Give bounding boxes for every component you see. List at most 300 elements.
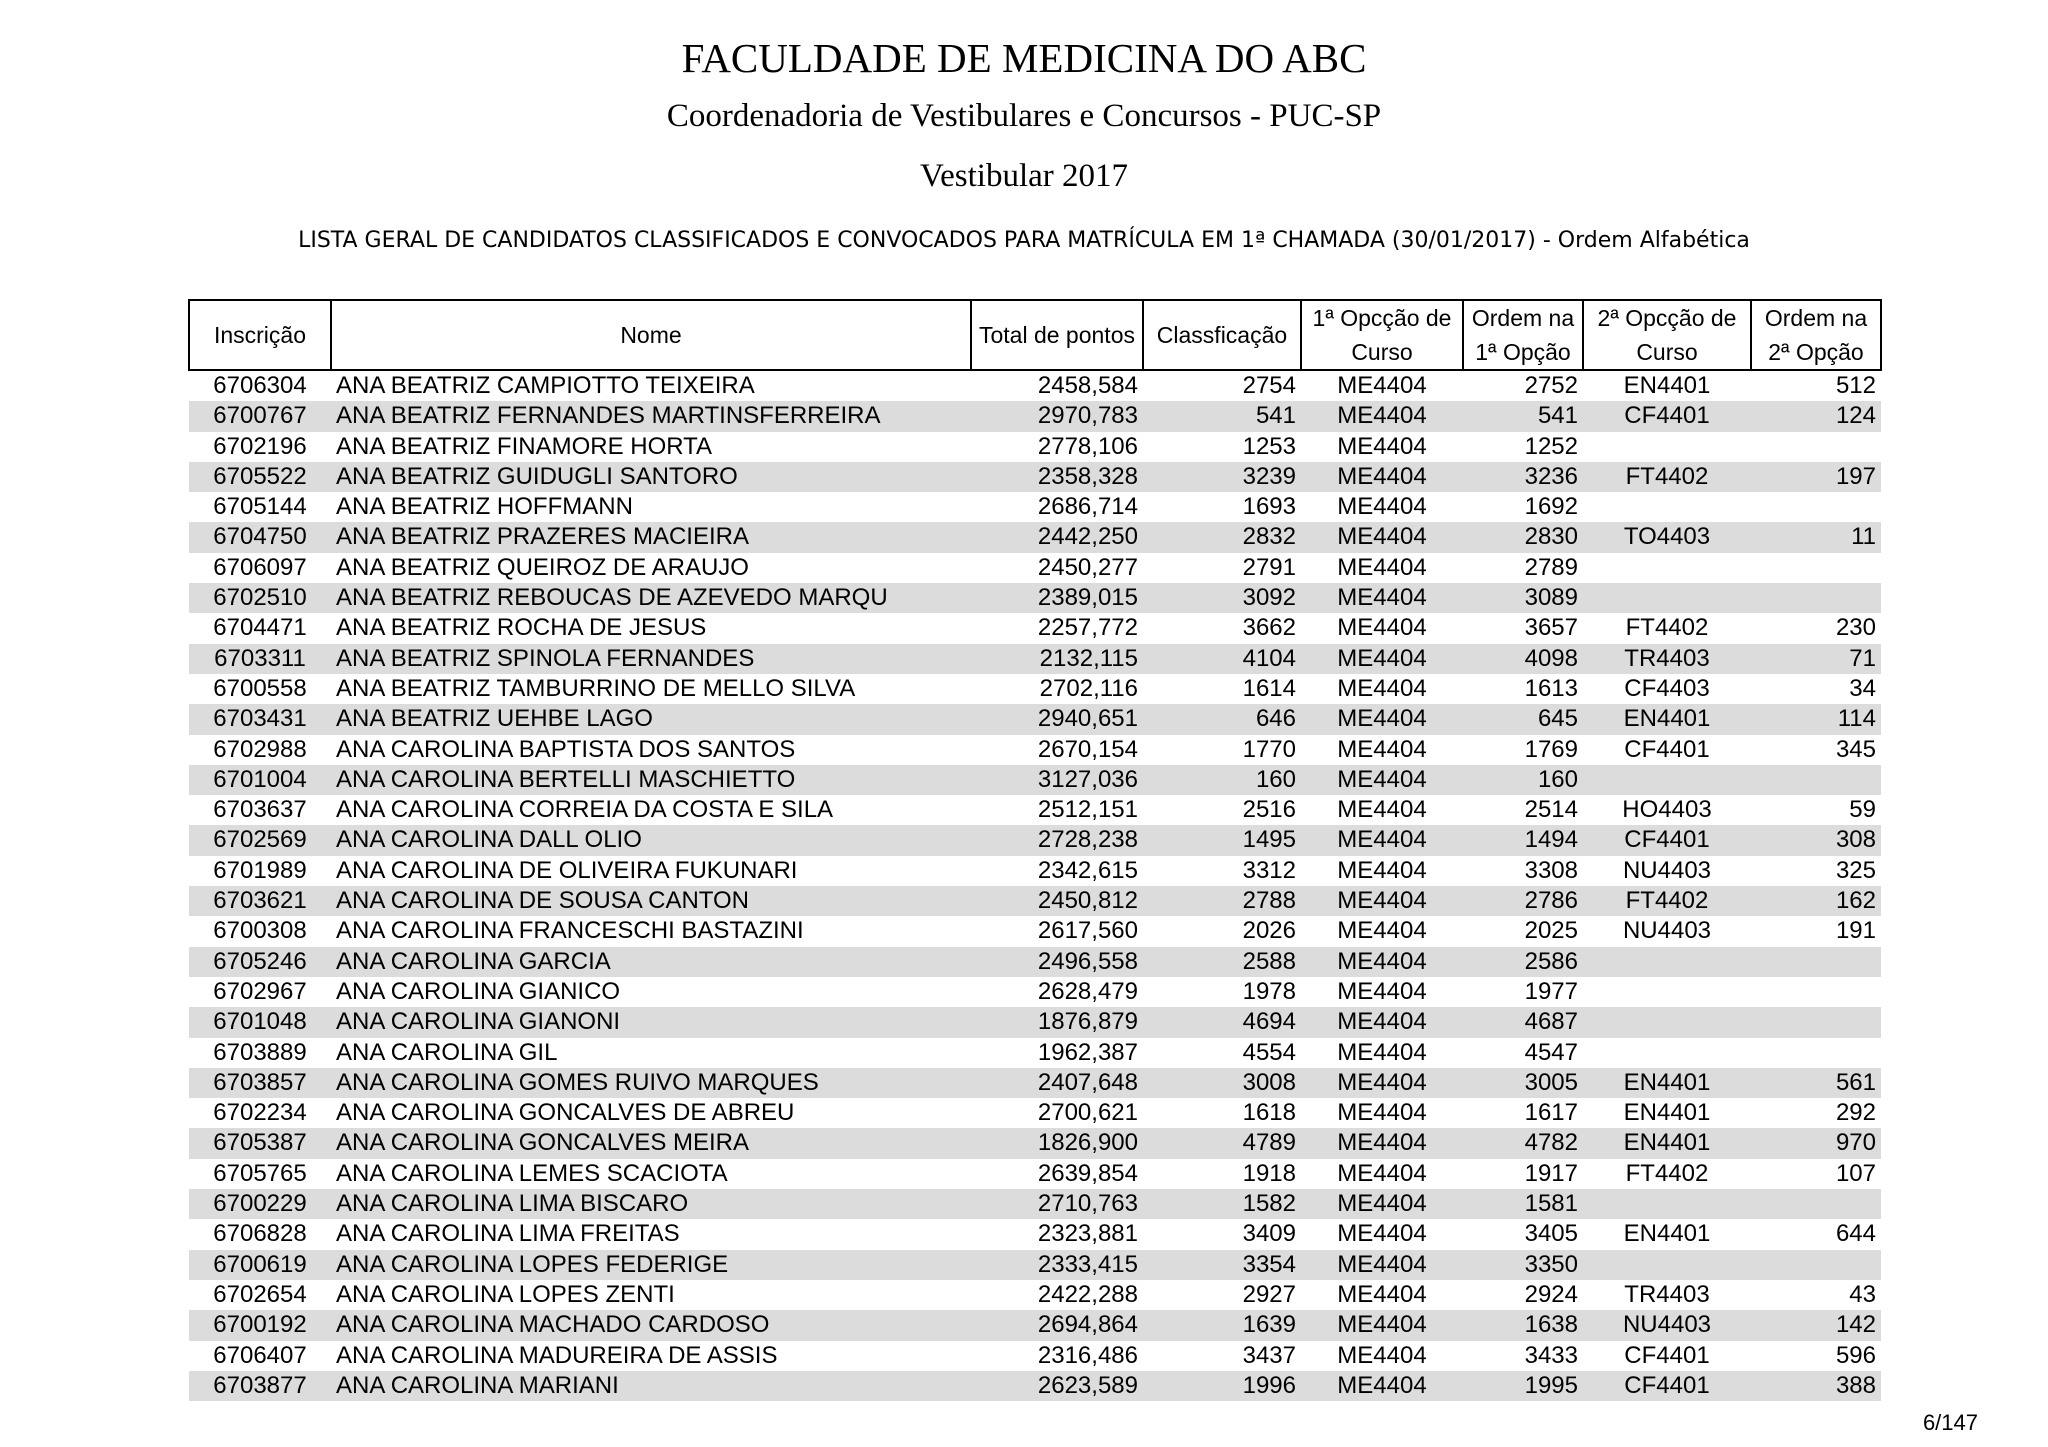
cell-total-pontos: 2639,854 <box>1037 1159 1138 1187</box>
cell-nome: ANA CAROLINA DE SOUSA CANTON <box>331 886 971 916</box>
cell-inscricao: 6702196 <box>213 432 307 460</box>
cell-opcao1: ME4404 <box>1301 462 1463 492</box>
cell-ordem1: 1977 <box>1524 977 1578 1005</box>
cell-opcao2 <box>1583 977 1751 1007</box>
cell-total-pontos: 2970,783 <box>971 401 1143 431</box>
cell-opcao1: ME4404 <box>1337 1099 1427 1127</box>
cell-opcao2 <box>1583 947 1751 977</box>
cell-opcao1: ME4404 <box>1301 644 1463 674</box>
cell-total-pontos: 2496,558 <box>971 947 1143 977</box>
table-row <box>189 1219 1881 1249</box>
cell-nome: ANA CAROLINA LOPES FEDERIGE <box>331 1250 971 1280</box>
cell-total-pontos: 2617,560 <box>1037 917 1138 945</box>
cell-opcao2 <box>1583 1189 1751 1219</box>
cell-opcao2: EN4401 <box>1583 1068 1751 1098</box>
cell-inscricao: 6706097 <box>213 553 307 581</box>
cell-opcao2: FT4402 <box>1583 886 1751 916</box>
cell-nome: ANA CAROLINA LIMA BISCARO <box>331 1189 971 1219</box>
cell-opcao1: ME4404 <box>1301 1128 1463 1158</box>
cell-opcao2 <box>1583 583 1751 613</box>
cell-inscricao: 6703857 <box>189 1068 331 1098</box>
cell-total-pontos: 2628,479 <box>1037 977 1138 1005</box>
cell-inscricao: 6704471 <box>213 614 307 642</box>
cell-inscricao: 6701048 <box>189 1007 331 1037</box>
table-row <box>189 1068 1881 1098</box>
cell-nome: ANA CAROLINA BERTELLI MASCHIETTO <box>331 765 971 795</box>
cell-ordem1: 1995 <box>1463 1371 1583 1401</box>
table-row <box>189 553 1881 583</box>
table-row <box>189 1250 1881 1280</box>
cell-ordem2 <box>1751 1038 1881 1068</box>
cell-total-pontos: 2694,864 <box>971 1310 1143 1340</box>
cell-inscricao: 6700558 <box>213 674 307 702</box>
cell-nome: ANA BEATRIZ GUIDUGLI SANTORO <box>331 462 971 492</box>
cell-inscricao: 6703877 <box>189 1371 331 1401</box>
cell-opcao2: TO4403 <box>1583 522 1751 552</box>
cell-inscricao: 6703889 <box>213 1038 307 1066</box>
cell-classificacao: 3092 <box>1143 583 1301 613</box>
table-row <box>189 1098 1881 1128</box>
cell-opcao1: ME4404 <box>1337 917 1427 945</box>
cell-opcao2 <box>1583 553 1751 583</box>
cell-classificacao: 2754 <box>1242 372 1296 399</box>
cell-inscricao: 6701989 <box>213 856 307 884</box>
cell-ordem1: 2025 <box>1524 917 1578 945</box>
cell-total-pontos: 2450,812 <box>971 886 1143 916</box>
coordination-subtitle: Coordenadoria de Vestibulares e Concursos - PUC-SP <box>666 98 1382 134</box>
table-row <box>189 1007 1881 1037</box>
table-row <box>189 1371 1881 1401</box>
cell-ordem1: 3657 <box>1524 614 1578 642</box>
cell-opcao1: ME4404 <box>1337 735 1427 763</box>
cell-opcao2: FT4402 <box>1583 462 1751 492</box>
cell-inscricao: 6702967 <box>213 977 307 1005</box>
cell-opcao2 <box>1583 432 1751 462</box>
cell-nome: ANA CAROLINA BAPTISTA DOS SANTOS <box>336 735 796 763</box>
table-row <box>189 370 1881 401</box>
cell-opcao1: ME4404 <box>1337 614 1427 642</box>
cell-opcao1: ME4404 <box>1337 1038 1427 1066</box>
cell-inscricao: 6705387 <box>189 1128 331 1158</box>
cell-opcao2: CF4401 <box>1583 1371 1751 1401</box>
cell-nome: ANA CAROLINA MADUREIRA DE ASSIS <box>336 1341 778 1369</box>
table-row <box>189 583 1881 613</box>
cell-total-pontos: 2422,288 <box>1037 1280 1138 1308</box>
cell-total-pontos: 2700,621 <box>1037 1099 1138 1127</box>
cell-classificacao: 1618 <box>1242 1099 1296 1127</box>
cell-opcao1: ME4404 <box>1301 522 1463 552</box>
cell-total-pontos: 2442,250 <box>971 522 1143 552</box>
cell-ordem2: 644 <box>1835 1220 1876 1248</box>
table-row <box>189 401 1881 431</box>
cell-ordem2: 162 <box>1751 886 1881 916</box>
list-title: LISTA GERAL DE CANDIDATOS CLASSIFICADOS E CONVOCADOS PARA MATRÍCULA EM 1ª CHAMADA (30/01/2017) - Ordem Alfabética <box>298 228 1750 253</box>
table-row <box>189 462 1881 492</box>
cell-nome: ANA BEATRIZ SPINOLA FERNANDES <box>331 644 971 674</box>
cell-nome: ANA CAROLINA MARIANI <box>331 1371 971 1401</box>
table-row <box>189 432 1881 462</box>
cell-inscricao: 6700229 <box>189 1189 331 1219</box>
cell-opcao1: ME4404 <box>1337 1280 1427 1308</box>
cell-ordem2 <box>1751 977 1881 1007</box>
cell-ordem2: 596 <box>1835 1341 1876 1369</box>
cell-ordem2: 34 <box>1849 674 1876 702</box>
cell-opcao1: ME4404 <box>1337 1159 1427 1187</box>
cell-nome: ANA CAROLINA CORREIA DA COSTA E SILA <box>336 796 834 824</box>
cell-classificacao: 1253 <box>1242 432 1296 460</box>
cell-classificacao: 3008 <box>1143 1068 1301 1098</box>
cell-ordem1: 3433 <box>1524 1341 1578 1369</box>
cell-inscricao: 6702510 <box>189 583 331 613</box>
cell-total-pontos: 2342,615 <box>1037 856 1138 884</box>
cell-nome: ANA CAROLINA GONCALVES DE ABREU <box>336 1099 795 1127</box>
cell-inscricao: 6702988 <box>213 735 307 763</box>
table-row <box>189 644 1881 674</box>
cell-opcao2 <box>1583 1007 1751 1037</box>
cell-ordem1: 645 <box>1463 704 1583 734</box>
cell-classificacao: 4694 <box>1143 1007 1301 1037</box>
col-ordem2: Ordem na 2ª Opção <box>1751 300 1881 370</box>
cell-ordem1: 3308 <box>1524 856 1578 884</box>
cell-opcao2: TR4403 <box>1583 644 1751 674</box>
cell-nome: ANA BEATRIZ HOFFMANN <box>336 493 633 521</box>
cell-inscricao: 6703311 <box>189 644 331 674</box>
cell-ordem1: 2786 <box>1463 886 1583 916</box>
table-row <box>189 1310 1881 1340</box>
cell-opcao2: EN4401 <box>1623 1099 1711 1127</box>
table-row <box>189 856 1881 886</box>
table-row <box>189 674 1881 704</box>
cell-classificacao: 2832 <box>1143 522 1301 552</box>
cell-classificacao: 3312 <box>1242 856 1296 884</box>
cell-ordem2: 308 <box>1751 825 1881 855</box>
table-row <box>189 735 1881 765</box>
cell-nome: ANA BEATRIZ CAMPIOTTO TEIXEIRA <box>336 372 755 399</box>
cell-opcao2: CF4401 <box>1583 401 1751 431</box>
cell-ordem2: 561 <box>1751 1068 1881 1098</box>
cell-opcao1: ME4404 <box>1337 856 1427 884</box>
cell-ordem2 <box>1751 553 1881 583</box>
cell-opcao2: EN4401 <box>1583 704 1751 734</box>
cell-nome: ANA CAROLINA FRANCESCHI BASTAZINI <box>336 917 804 945</box>
cell-classificacao: 1978 <box>1242 977 1296 1005</box>
cell-ordem1: 2830 <box>1463 522 1583 552</box>
cell-classificacao: 3354 <box>1143 1250 1301 1280</box>
cell-opcao1: ME4404 <box>1337 1341 1427 1369</box>
cell-opcao2: EN4401 <box>1583 1128 1751 1158</box>
cell-opcao1: ME4404 <box>1301 704 1463 734</box>
cell-total-pontos: 2450,277 <box>1037 553 1138 581</box>
cell-ordem2: 230 <box>1835 614 1876 642</box>
cell-inscricao: 6700619 <box>189 1250 331 1280</box>
cell-classificacao: 2588 <box>1143 947 1301 977</box>
col-opcao1: 1ª Opcção de Curso <box>1301 300 1463 370</box>
cell-ordem2 <box>1751 492 1881 522</box>
cell-opcao2 <box>1583 765 1751 795</box>
cell-nome: ANA BEATRIZ TAMBURRINO DE MELLO SILVA <box>336 674 856 702</box>
cell-ordem2 <box>1751 765 1881 795</box>
cell-total-pontos: 2323,881 <box>1037 1220 1138 1248</box>
cell-nome: ANA BEATRIZ FINAMORE HORTA <box>336 432 713 460</box>
cell-opcao1: ME4404 <box>1301 765 1463 795</box>
cell-inscricao: 6700767 <box>189 401 331 431</box>
cell-nome: ANA CAROLINA DALL OLIO <box>331 825 971 855</box>
cell-ordem2 <box>1751 432 1881 462</box>
cell-opcao1: ME4404 <box>1301 1250 1463 1280</box>
cell-opcao2: EN4401 <box>1623 1220 1711 1248</box>
cell-opcao2 <box>1583 492 1751 522</box>
cell-inscricao: 6702234 <box>213 1099 307 1127</box>
cell-classificacao: 1495 <box>1143 825 1301 855</box>
cell-ordem1: 2752 <box>1524 372 1578 399</box>
cell-opcao2: HO4403 <box>1622 796 1712 824</box>
cell-opcao2: FT4402 <box>1625 1159 1709 1187</box>
table-row <box>189 1128 1881 1158</box>
cell-ordem1: 1581 <box>1463 1189 1583 1219</box>
table-row <box>189 1038 1881 1068</box>
cell-classificacao: 2026 <box>1242 917 1296 945</box>
cell-inscricao: 6705765 <box>213 1159 307 1187</box>
cell-inscricao: 6703637 <box>213 796 307 824</box>
institution-title: FACULDADE DE MEDICINA DO ABC <box>681 35 1367 81</box>
cell-ordem1: 4547 <box>1524 1038 1578 1066</box>
cell-total-pontos: 2623,589 <box>971 1371 1143 1401</box>
cell-ordem1: 2924 <box>1524 1280 1578 1308</box>
cell-ordem1: 160 <box>1463 765 1583 795</box>
cell-classificacao: 1918 <box>1242 1159 1296 1187</box>
cell-ordem2: 197 <box>1751 462 1881 492</box>
cell-total-pontos: 2389,015 <box>971 583 1143 613</box>
cell-ordem1: 4098 <box>1463 644 1583 674</box>
cell-nome: ANA CAROLINA GIL <box>336 1038 558 1066</box>
cell-classificacao: 2791 <box>1242 553 1296 581</box>
cell-ordem1: 1638 <box>1463 1310 1583 1340</box>
cell-opcao1: ME4404 <box>1337 977 1427 1005</box>
cell-inscricao: 6706828 <box>213 1220 307 1248</box>
table-row <box>189 1280 1881 1310</box>
table-row <box>189 977 1881 1007</box>
cell-ordem2: 114 <box>1751 704 1881 734</box>
col-ordem1: Ordem na 1ª Opção <box>1463 300 1583 370</box>
table-header-row <box>189 300 1881 370</box>
cell-classificacao: 541 <box>1143 401 1301 431</box>
cell-inscricao: 6703431 <box>189 704 331 734</box>
cell-opcao1: ME4404 <box>1301 825 1463 855</box>
cell-nome: ANA CAROLINA LEMES SCACIOTA <box>336 1159 728 1187</box>
cell-ordem2: 43 <box>1849 1280 1876 1308</box>
cell-total-pontos: 3127,036 <box>971 765 1143 795</box>
cell-ordem2: 124 <box>1751 401 1881 431</box>
cell-ordem1: 1613 <box>1524 674 1578 702</box>
col-total-pontos: Total de pontos <box>971 300 1143 370</box>
cell-ordem2: 71 <box>1751 644 1881 674</box>
cell-inscricao: 6706407 <box>213 1341 307 1369</box>
cell-total-pontos: 2940,651 <box>971 704 1143 734</box>
cell-inscricao: 6702569 <box>189 825 331 855</box>
cell-opcao1: ME4404 <box>1301 1310 1463 1340</box>
cell-opcao1: ME4404 <box>1337 432 1427 460</box>
cell-opcao1: ME4404 <box>1337 372 1427 399</box>
cell-classificacao: 646 <box>1143 704 1301 734</box>
table-body <box>189 370 1881 1401</box>
cell-opcao2: CF4401 <box>1583 825 1751 855</box>
table-row <box>189 825 1881 855</box>
cell-nome: ANA BEATRIZ UEHBE LAGO <box>331 704 971 734</box>
cell-inscricao: 6700308 <box>213 917 307 945</box>
table-row <box>189 522 1881 552</box>
cell-nome: ANA CAROLINA MACHADO CARDOSO <box>331 1310 971 1340</box>
candidates-table <box>188 299 1882 1401</box>
cell-nome: ANA CAROLINA GARCIA <box>331 947 971 977</box>
cell-nome: ANA BEATRIZ REBOUCAS DE AZEVEDO MARQU <box>331 583 971 613</box>
cell-ordem2: 325 <box>1835 856 1876 884</box>
cell-classificacao: 1770 <box>1242 735 1296 763</box>
cell-total-pontos: 1826,900 <box>971 1128 1143 1158</box>
cell-nome: ANA BEATRIZ QUEIROZ DE ARAUJO <box>336 553 749 581</box>
cell-opcao2: FT4402 <box>1625 614 1709 642</box>
cell-total-pontos: 2407,648 <box>971 1068 1143 1098</box>
cell-nome: ANA BEATRIZ PRAZERES MACIEIRA <box>331 522 971 552</box>
cell-ordem1: 3350 <box>1463 1250 1583 1280</box>
cell-classificacao: 2788 <box>1143 886 1301 916</box>
cell-total-pontos: 2257,772 <box>1037 614 1138 642</box>
cell-nome: ANA CAROLINA LOPES ZENTI <box>336 1280 675 1308</box>
cell-opcao1: ME4404 <box>1301 947 1463 977</box>
cell-total-pontos: 2670,154 <box>1037 735 1138 763</box>
cell-classificacao: 1996 <box>1143 1371 1301 1401</box>
cell-ordem2: 345 <box>1835 735 1876 763</box>
cell-total-pontos: 2132,115 <box>971 644 1143 674</box>
cell-total-pontos: 2702,116 <box>1039 674 1138 702</box>
cell-classificacao: 1639 <box>1143 1310 1301 1340</box>
cell-ordem2: 107 <box>1835 1159 1876 1187</box>
cell-inscricao: 6702654 <box>213 1280 307 1308</box>
cell-ordem2: 11 <box>1751 522 1881 552</box>
cell-ordem2 <box>1751 1250 1881 1280</box>
cell-classificacao: 2927 <box>1242 1280 1296 1308</box>
cell-ordem1: 541 <box>1463 401 1583 431</box>
cell-ordem1: 1252 <box>1524 432 1578 460</box>
cell-ordem2: 970 <box>1751 1128 1881 1158</box>
cell-classificacao: 1693 <box>1242 493 1296 521</box>
cell-ordem1: 2514 <box>1524 796 1578 824</box>
table-row <box>189 1189 1881 1219</box>
cell-ordem2: 512 <box>1835 372 1876 399</box>
cell-total-pontos: 2710,763 <box>971 1189 1143 1219</box>
table-row <box>189 765 1881 795</box>
cell-classificacao: 160 <box>1143 765 1301 795</box>
cell-opcao1: ME4404 <box>1337 1220 1427 1248</box>
cell-ordem1: 1917 <box>1524 1159 1578 1187</box>
cell-opcao2 <box>1583 1250 1751 1280</box>
cell-inscricao: 6706304 <box>213 372 307 399</box>
cell-nome: ANA CAROLINA GOMES RUIVO MARQUES <box>331 1068 971 1098</box>
cell-ordem1: 2586 <box>1463 947 1583 977</box>
cell-opcao1: ME4404 <box>1301 1371 1463 1401</box>
cell-ordem2 <box>1751 1007 1881 1037</box>
cell-inscricao: 6703621 <box>189 886 331 916</box>
table-row <box>189 613 1881 643</box>
cell-inscricao: 6705144 <box>213 493 307 521</box>
page-number: 6/147 <box>1922 1410 1978 1435</box>
cell-ordem1: 3236 <box>1463 462 1583 492</box>
cell-nome: ANA CAROLINA GONCALVES MEIRA <box>331 1128 971 1158</box>
cell-nome: ANA CAROLINA LIMA FREITAS <box>336 1220 680 1248</box>
col-inscricao: Inscrição <box>189 300 331 370</box>
cell-classificacao: 3239 <box>1143 462 1301 492</box>
cell-classificacao: 1582 <box>1143 1189 1301 1219</box>
cell-nome: ANA BEATRIZ FERNANDES MARTINSFERREIRA <box>331 401 971 431</box>
table-row <box>189 704 1881 734</box>
cell-nome: ANA CAROLINA GIANICO <box>336 977 621 1005</box>
cell-opcao2: NU4403 <box>1622 917 1712 945</box>
cell-classificacao: 3437 <box>1242 1341 1296 1369</box>
cell-total-pontos: 2778,106 <box>1037 432 1138 460</box>
cell-classificacao: 4554 <box>1242 1038 1296 1066</box>
table-row <box>189 886 1881 916</box>
cell-classificacao: 4104 <box>1143 644 1301 674</box>
col-opcao2: 2ª Opcção de Curso <box>1583 300 1751 370</box>
table-row <box>189 795 1881 825</box>
cell-opcao1: ME4404 <box>1301 1007 1463 1037</box>
cell-opcao1: ME4404 <box>1337 674 1427 702</box>
cell-ordem2: 142 <box>1751 1310 1881 1340</box>
cell-opcao2: EN4401 <box>1623 372 1711 399</box>
cell-opcao1: ME4404 <box>1337 796 1427 824</box>
cell-ordem2: 388 <box>1751 1371 1881 1401</box>
cell-total-pontos: 2458,584 <box>1037 372 1138 399</box>
table-row <box>189 916 1881 946</box>
cell-ordem1: 4687 <box>1463 1007 1583 1037</box>
cell-ordem1: 1692 <box>1524 493 1578 521</box>
cell-inscricao: 6705246 <box>189 947 331 977</box>
cell-classificacao: 3662 <box>1242 614 1296 642</box>
table-row <box>189 492 1881 522</box>
cell-opcao1: ME4404 <box>1301 1068 1463 1098</box>
cell-nome: ANA BEATRIZ ROCHA DE JESUS <box>336 614 707 642</box>
cell-ordem2 <box>1751 1189 1881 1219</box>
cell-classificacao: 3409 <box>1242 1220 1296 1248</box>
cell-nome: ANA CAROLINA DE OLIVEIRA FUKUNARI <box>336 856 798 884</box>
cell-total-pontos: 2686,714 <box>1037 493 1138 521</box>
cell-total-pontos: 2728,238 <box>971 825 1143 855</box>
cell-ordem1: 1617 <box>1524 1099 1578 1127</box>
cell-opcao1: ME4404 <box>1301 401 1463 431</box>
cell-opcao1: ME4404 <box>1301 1189 1463 1219</box>
cell-opcao2: TR4403 <box>1624 1280 1710 1308</box>
cell-classificacao: 1614 <box>1242 674 1296 702</box>
cell-opcao2: NU4403 <box>1622 856 1712 884</box>
cell-total-pontos: 1962,387 <box>1037 1038 1138 1066</box>
table-row <box>189 1159 1881 1189</box>
cell-opcao1: ME4404 <box>1301 886 1463 916</box>
cell-inscricao: 6701004 <box>189 765 331 795</box>
cell-inscricao: 6704750 <box>189 522 331 552</box>
cell-ordem1: 3005 <box>1463 1068 1583 1098</box>
col-classificacao: Classficação <box>1143 300 1301 370</box>
col-nome: Nome <box>331 300 971 370</box>
cell-opcao2 <box>1583 1038 1751 1068</box>
cell-ordem2: 59 <box>1849 796 1876 824</box>
table-row <box>189 1341 1881 1371</box>
cell-total-pontos: 2316,486 <box>1037 1341 1138 1369</box>
cell-nome: ANA CAROLINA GIANONI <box>331 1007 971 1037</box>
cell-ordem1: 3405 <box>1524 1220 1578 1248</box>
cell-ordem1: 1769 <box>1524 735 1578 763</box>
cell-ordem1: 3089 <box>1463 583 1583 613</box>
cell-total-pontos: 2333,415 <box>971 1250 1143 1280</box>
cell-ordem2: 191 <box>1835 917 1876 945</box>
